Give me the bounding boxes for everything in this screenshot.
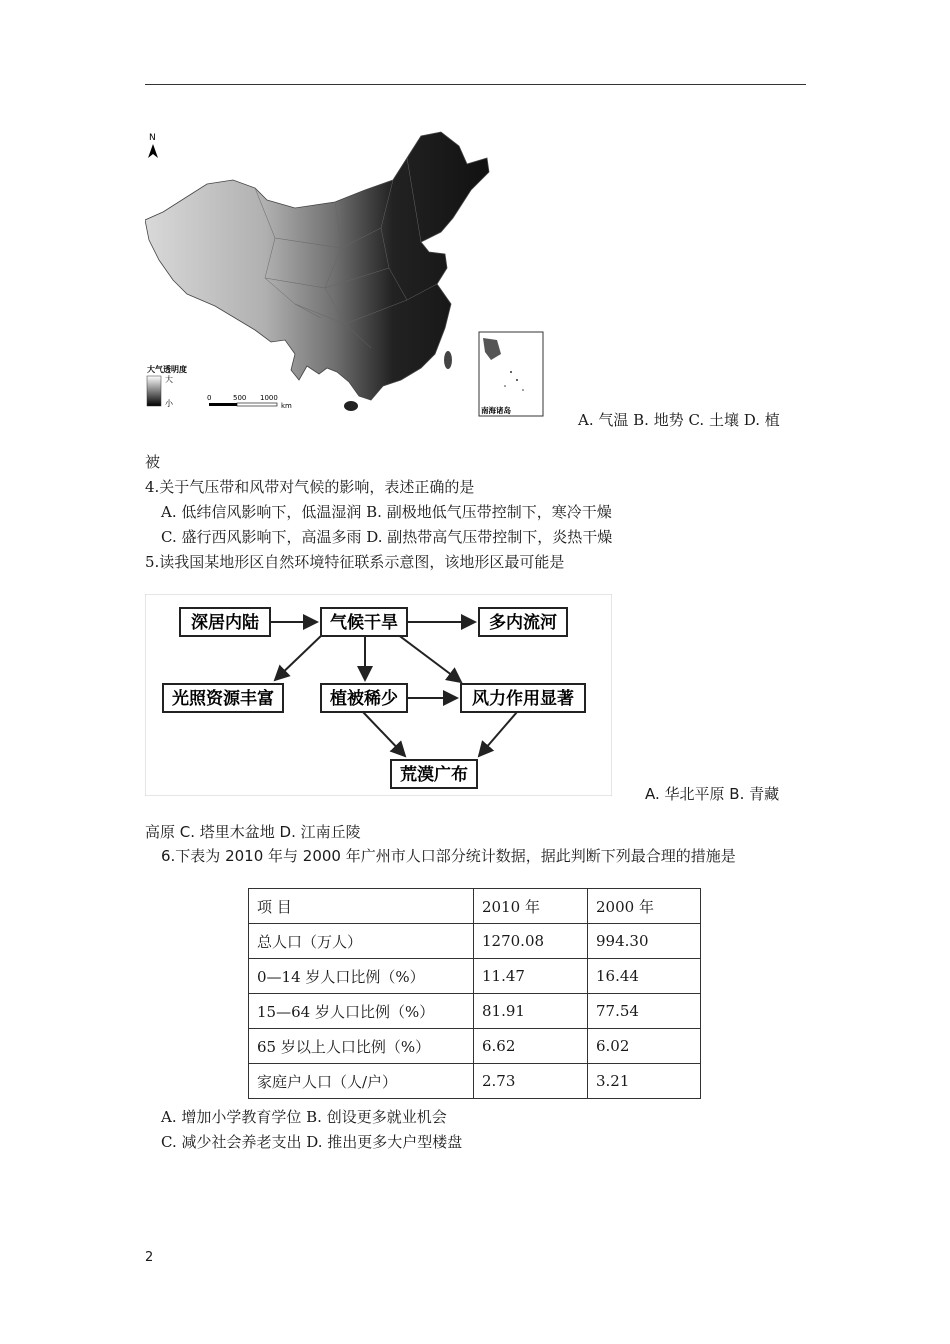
- table-cell: 15—64 岁人口比例（%）: [249, 994, 474, 1029]
- table-cell: 81.91: [474, 994, 588, 1029]
- table-cell: 6.62: [474, 1029, 588, 1064]
- table-cell: 家庭户人口（人/户）: [249, 1064, 474, 1099]
- table-cell: 6.02: [588, 1029, 701, 1064]
- table-cell: 77.54: [588, 994, 701, 1029]
- table-row: [249, 1029, 701, 1064]
- svg-text:荒漠广布: 荒漠广布: [400, 765, 468, 785]
- table-header-cell: 项 目: [249, 889, 474, 924]
- population-table: [248, 888, 701, 1099]
- diagram-box-3: [479, 608, 567, 636]
- q4-options-2: C. 盛行西风影响下，高温多雨 D. 副热带高气压带控制下，炎热干燥: [161, 528, 613, 546]
- q3-options: A. 气温 B. 地势 C. 土壤 D. 植: [578, 411, 780, 429]
- diagram-box-4: [163, 684, 283, 712]
- table-cell: 1270.08: [474, 924, 588, 959]
- q4-stem: 4.关于气压带和风带对气候的影响，表述正确的是: [145, 478, 475, 496]
- svg-text:气候干旱: 气候干旱: [330, 613, 398, 633]
- q6-options-1: A. 增加小学教育学位 B. 创设更多就业机会: [161, 1108, 447, 1126]
- table-row: [249, 1064, 701, 1099]
- table-row: [249, 994, 701, 1029]
- table-cell: 2.73: [474, 1064, 588, 1099]
- svg-text:多内流河: 多内流河: [489, 613, 557, 633]
- svg-text:风力作用显著: 风力作用显著: [472, 689, 574, 709]
- terrain-feature-diagram: [145, 594, 612, 796]
- hainan-island: [344, 401, 358, 411]
- scale-unit: km: [281, 402, 292, 410]
- north-arrow-icon: [148, 144, 158, 158]
- legend-gradient: [147, 376, 161, 406]
- taiwan-island: [444, 351, 452, 369]
- diagram-box-5: [321, 684, 407, 712]
- svg-text:光照资源丰富: 光照资源丰富: [172, 689, 274, 709]
- table-header-row: [249, 889, 701, 924]
- q4-options-1: A. 低纬信风影响下，低温湿润 B. 副极地低气压带控制下，寒冷干燥: [161, 503, 612, 521]
- inset-label: 南海诸岛: [481, 406, 511, 415]
- china-landmass: [145, 132, 489, 400]
- header-rule: [145, 84, 806, 85]
- scale-0: 0: [207, 394, 212, 402]
- table-cell: 3.21: [588, 1064, 701, 1099]
- q6-stem: 6.下表为 2010 年与 2000 年广州市人口部分统计数据，据此判断下列最合理的措施是: [161, 847, 736, 865]
- table-header-cell: 2010 年: [474, 889, 588, 924]
- q5-options: A. 华北平原 B. 青藏: [645, 785, 780, 803]
- legend-high-label: 大: [165, 375, 173, 384]
- diagram-box-6: [461, 684, 585, 712]
- scale-500: 500: [233, 394, 247, 402]
- svg-text:植被稀少: 植被稀少: [330, 689, 398, 709]
- table-cell: 0—14 岁人口比例（%）: [249, 959, 474, 994]
- legend-title: 大气透明度: [147, 365, 187, 374]
- q5-stem: 5.读我国某地形区自然环境特征联系示意图，该地形区最可能是: [145, 553, 565, 571]
- scale-1000: 1000: [260, 394, 278, 402]
- diagram-box-2: [321, 608, 407, 636]
- north-label: N: [149, 133, 156, 143]
- legend-low-label: 小: [165, 399, 173, 408]
- table-row: [249, 959, 701, 994]
- table-cell: 65 岁以上人口比例（%）: [249, 1029, 474, 1064]
- table-cell: 16.44: [588, 959, 701, 994]
- q3-options-wrap: 被: [145, 453, 161, 471]
- table-cell: 11.47: [474, 959, 588, 994]
- scale-bar-black: [209, 403, 237, 406]
- table-row: [249, 924, 701, 959]
- table-cell: 总人口（万人）: [249, 924, 474, 959]
- diagram-box-1: [180, 608, 270, 636]
- page-number: 2: [145, 1250, 154, 1265]
- table-cell: 994.30: [588, 924, 701, 959]
- diagram-box-7: [391, 760, 477, 788]
- scale-bar-white: [237, 403, 277, 406]
- table-header-cell: 2000 年: [588, 889, 701, 924]
- china-atmospheric-transparency-map: [145, 128, 565, 420]
- q5-options-wrap: 高原 C. 塔里木盆地 D. 江南丘陵: [145, 823, 361, 841]
- svg-text:深居内陆: 深居内陆: [191, 613, 259, 633]
- q6-options-2: C. 减少社会养老支出 D. 推出更多大户型楼盘: [161, 1133, 463, 1151]
